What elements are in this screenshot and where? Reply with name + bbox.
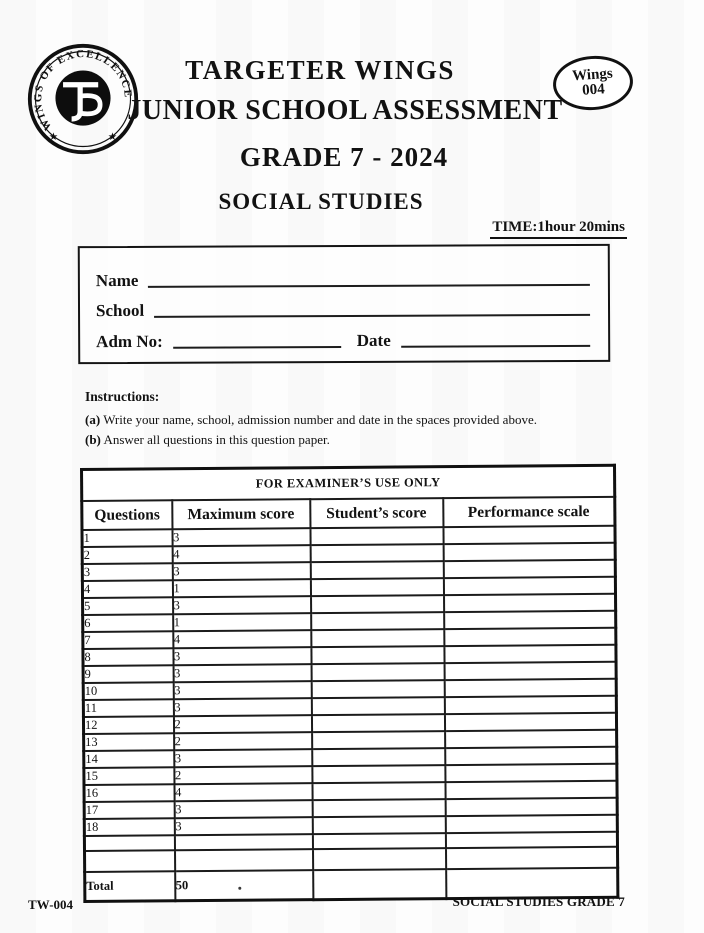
max-score-cell: 3 xyxy=(172,562,310,580)
performance-scale-cell xyxy=(445,747,617,765)
total-student-score-cell xyxy=(313,869,446,900)
max-score-cell: 3 xyxy=(174,749,312,767)
performance-scale-cell xyxy=(445,730,617,748)
blank-cell xyxy=(175,849,313,871)
instructions-heading: Instructions: xyxy=(85,389,160,404)
total-label: Total xyxy=(85,871,175,901)
question-number-cell: 13 xyxy=(84,733,174,751)
name-writing-line xyxy=(148,283,590,288)
question-number-cell: 7 xyxy=(83,631,173,649)
student-score-cell xyxy=(311,612,444,630)
question-number-cell: 14 xyxy=(84,750,174,768)
logo-star-left-icon: ★ xyxy=(48,131,59,143)
badge-line2: 004 xyxy=(581,81,606,99)
performance-scale-cell xyxy=(443,526,615,544)
paper-code-footer: TW-004 xyxy=(28,897,74,912)
max-score-cell: 2 xyxy=(173,715,311,733)
examiner-table xyxy=(80,464,619,903)
school-row xyxy=(96,289,592,322)
blank-cell xyxy=(174,834,312,850)
student-score-cell xyxy=(311,697,444,715)
performance-scale-cell xyxy=(445,815,617,833)
student-score-cell xyxy=(310,544,443,562)
instructions-section xyxy=(85,386,645,451)
logo-ring-text: WINGS OF EXCELLENCE xyxy=(32,47,135,133)
question-number-cell: 3 xyxy=(82,563,172,581)
question-number-cell: 16 xyxy=(84,784,174,802)
student-details-box xyxy=(78,244,611,364)
blank-cell xyxy=(84,835,174,851)
student-score-cell xyxy=(311,663,444,681)
date-label: Date xyxy=(356,330,391,350)
instruction-text-b: Answer all questions in this question paper. xyxy=(103,432,330,448)
instruction-text-a: Write your name, school, admission number and date in the spaces provided above. xyxy=(103,411,537,427)
max-score-cell: 1 xyxy=(173,613,311,631)
badge-line1: Wings xyxy=(571,65,614,85)
performance-scale-cell xyxy=(445,781,617,799)
student-score-cell xyxy=(312,816,445,834)
max-score-cell: 3 xyxy=(173,681,311,699)
question-number-cell: 6 xyxy=(83,614,173,632)
performance-scale-cell xyxy=(444,594,616,612)
question-number-cell: 10 xyxy=(83,682,173,700)
student-score-cell xyxy=(312,765,445,783)
instruction-item-a xyxy=(85,410,645,431)
performance-scale-cell xyxy=(443,577,615,595)
student-score-cell xyxy=(311,595,444,613)
performance-scale-cell xyxy=(444,645,616,663)
performance-scale-cell xyxy=(443,543,615,561)
instruction-marker-b: (b) xyxy=(85,432,101,448)
max-score-cell: 2 xyxy=(174,766,312,784)
column-header-maximum-score: Maximum score xyxy=(172,499,310,529)
school-label: School xyxy=(95,301,145,321)
blank-cell xyxy=(85,850,175,872)
blank-cell xyxy=(312,833,445,849)
question-number-cell: 18 xyxy=(84,818,174,836)
adm-no-writing-line xyxy=(173,345,341,349)
max-score-cell: 3 xyxy=(174,817,312,835)
question-number-cell: 15 xyxy=(84,767,174,785)
max-score-cell: 2 xyxy=(174,732,312,750)
performance-scale-cell xyxy=(444,611,616,629)
adm-date-row xyxy=(96,319,592,352)
student-score-cell xyxy=(310,561,443,579)
examiner-table-section xyxy=(80,464,619,903)
performance-scale-cell xyxy=(443,560,615,578)
performance-scale-cell xyxy=(444,713,616,731)
total-max-score-value: 50 xyxy=(175,878,189,893)
table-title-row xyxy=(82,465,615,501)
subject-grade-footer: SOCIAL STUDIES GRADE 7 xyxy=(452,894,625,909)
max-score-cell: 4 xyxy=(173,630,311,648)
column-header-performance-scale: Performance scale xyxy=(443,497,615,527)
question-number-cell: 8 xyxy=(83,648,173,666)
column-header-students-score: Student’s score xyxy=(310,498,443,528)
student-score-cell xyxy=(310,527,443,545)
name-row xyxy=(96,258,592,291)
total-max-score-cell xyxy=(175,870,313,901)
performance-scale-cell xyxy=(444,628,616,646)
student-score-cell xyxy=(311,646,444,664)
max-score-cell: 1 xyxy=(172,579,310,597)
student-score-cell xyxy=(312,748,445,766)
name-label: Name xyxy=(95,270,139,290)
instruction-marker-a: (a) xyxy=(85,411,101,427)
assessment-title: JUNIOR SCHOOL ASSESSMENT xyxy=(127,95,563,126)
question-number-cell: 2 xyxy=(82,546,172,564)
blank-cell xyxy=(313,848,446,870)
max-score-cell: 3 xyxy=(173,664,311,682)
max-score-cell: 3 xyxy=(172,528,310,546)
max-score-cell: 3 xyxy=(173,698,311,716)
max-score-cell: 4 xyxy=(174,783,312,801)
student-score-cell xyxy=(311,629,444,647)
grade-year-title: GRADE 7 - 2024 xyxy=(239,142,449,172)
blank-cell xyxy=(445,832,617,848)
performance-scale-cell xyxy=(444,679,616,697)
max-score-cell: 4 xyxy=(172,545,310,563)
school-writing-line xyxy=(154,313,590,318)
student-score-cell xyxy=(311,714,444,732)
examiner-table-body xyxy=(82,526,618,872)
max-score-cell: 3 xyxy=(174,800,312,818)
school-name-title: TARGETER WINGS xyxy=(185,55,455,85)
question-number-cell: 4 xyxy=(82,580,172,598)
max-score-cell: 3 xyxy=(173,596,311,614)
student-score-cell xyxy=(312,799,445,817)
student-score-cell xyxy=(312,731,445,749)
question-number-cell: 17 xyxy=(84,801,174,819)
date-writing-line xyxy=(401,344,590,348)
subject-title: SOCIAL STUDIES xyxy=(218,189,424,214)
performance-scale-cell xyxy=(444,662,616,680)
instruction-item-b xyxy=(85,430,645,451)
question-number-cell: 1 xyxy=(82,529,172,547)
max-score-cell: 3 xyxy=(173,647,311,665)
performance-scale-cell xyxy=(445,764,617,782)
column-header-questions: Questions xyxy=(82,500,172,530)
question-number-cell: 12 xyxy=(83,716,173,734)
student-score-cell xyxy=(312,782,445,800)
question-number-cell: 5 xyxy=(83,597,173,615)
performance-scale-cell xyxy=(445,798,617,816)
ink-dot-artifact xyxy=(238,887,241,890)
blank-cell xyxy=(445,847,617,869)
logo-star-right-icon: ★ xyxy=(107,131,118,143)
student-score-cell xyxy=(311,680,444,698)
question-number-cell: 9 xyxy=(83,665,173,683)
examiner-table-title: FOR EXAMINER’S USE ONLY xyxy=(82,465,615,501)
adm-no-label: Adm No: xyxy=(96,331,163,352)
performance-scale-cell xyxy=(444,696,616,714)
table-header-row xyxy=(82,497,615,530)
question-number-cell: 11 xyxy=(83,699,173,717)
time-allowed-label: TIME:1hour 20mins xyxy=(490,219,627,239)
student-score-cell xyxy=(310,578,443,596)
